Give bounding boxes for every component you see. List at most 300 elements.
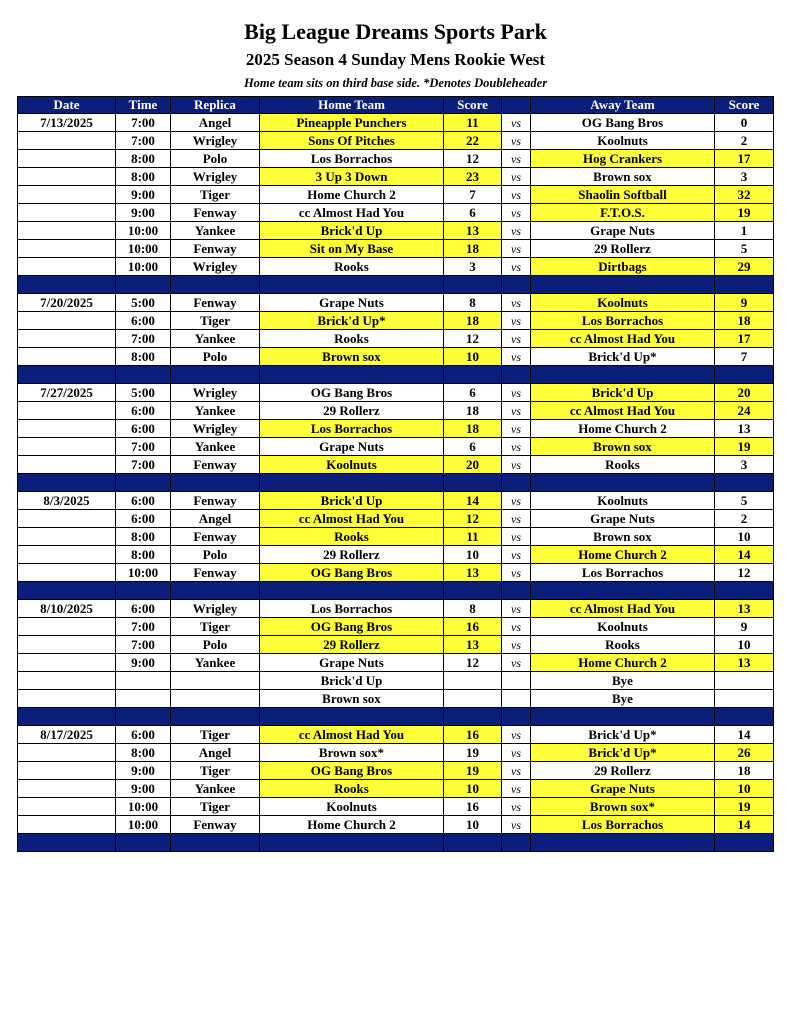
vs-label: vs	[502, 618, 531, 636]
replica-cell: Tiger	[171, 726, 260, 744]
away-score-cell: 7	[715, 348, 774, 366]
home-team-cell: OG Bang Bros	[260, 762, 444, 780]
away-score-cell	[715, 672, 774, 690]
replica-cell: Tiger	[171, 312, 260, 330]
game-row	[18, 510, 774, 528]
game-row	[18, 240, 774, 258]
date-cell	[18, 438, 116, 456]
date-cell	[18, 744, 116, 762]
game-row	[18, 762, 774, 780]
page-subtitle: 2025 Season 4 Sunday Mens Rookie West	[245, 50, 546, 69]
date-cell	[18, 132, 116, 150]
separator-cell	[502, 582, 531, 600]
vs-label: vs	[502, 114, 531, 132]
replica-cell: Yankee	[171, 222, 260, 240]
home-score-cell: 11	[444, 114, 502, 132]
home-team-cell: Brick'd Up	[260, 492, 444, 510]
home-team-cell: Rooks	[260, 528, 444, 546]
game-row	[18, 402, 774, 420]
date-cell	[18, 456, 116, 474]
separator-cell	[116, 582, 171, 600]
replica-cell: Tiger	[171, 798, 260, 816]
date-cell	[18, 798, 116, 816]
separator-cell	[502, 474, 531, 492]
replica-cell: Angel	[171, 114, 260, 132]
away-team-cell: Home Church 2	[531, 654, 715, 672]
home-score-cell: 13	[444, 564, 502, 582]
away-team-cell: Rooks	[531, 636, 715, 654]
time-cell: 7:00	[116, 114, 171, 132]
home-score-cell: 6	[444, 204, 502, 222]
col-header-away-team: Away Team	[531, 97, 715, 114]
vs-label: vs	[502, 528, 531, 546]
vs-label: vs	[502, 780, 531, 798]
vs-label: vs	[502, 816, 531, 834]
replica-cell: Yankee	[171, 654, 260, 672]
away-team-cell: Shaolin Softball	[531, 186, 715, 204]
home-score-cell: 10	[444, 816, 502, 834]
date-cell	[18, 222, 116, 240]
time-cell: 5:00	[116, 294, 171, 312]
separator-cell	[444, 708, 502, 726]
time-cell: 7:00	[116, 636, 171, 654]
home-team-cell: Home Church 2	[260, 186, 444, 204]
time-cell: 10:00	[116, 222, 171, 240]
replica-cell: Polo	[171, 348, 260, 366]
away-score-cell: 9	[715, 618, 774, 636]
home-score-cell: 23	[444, 168, 502, 186]
date-cell	[18, 762, 116, 780]
home-team-cell: Brick'd Up*	[260, 312, 444, 330]
away-score-cell: 14	[715, 816, 774, 834]
home-score-cell: 18	[444, 402, 502, 420]
time-cell: 8:00	[116, 744, 171, 762]
home-team-cell: 29 Rollerz	[260, 636, 444, 654]
vs-label	[502, 690, 531, 708]
date-cell	[18, 618, 116, 636]
date-cell	[18, 780, 116, 798]
date-cell	[18, 816, 116, 834]
separator-cell	[260, 834, 444, 852]
time-cell: 9:00	[116, 762, 171, 780]
home-score-cell: 16	[444, 726, 502, 744]
home-team-cell: Los Borrachos	[260, 150, 444, 168]
vs-label: vs	[502, 384, 531, 402]
col-header-home-team: Home Team	[260, 97, 444, 114]
home-team-cell: cc Almost Had You	[260, 204, 444, 222]
date-cell	[18, 402, 116, 420]
time-cell: 8:00	[116, 348, 171, 366]
time-cell: 8:00	[116, 528, 171, 546]
week-separator	[18, 366, 774, 384]
time-cell: 10:00	[116, 816, 171, 834]
away-score-cell: 18	[715, 312, 774, 330]
time-cell: 7:00	[116, 456, 171, 474]
separator-cell	[444, 474, 502, 492]
away-score-cell: 32	[715, 186, 774, 204]
vs-label: vs	[502, 438, 531, 456]
away-score-cell: 19	[715, 438, 774, 456]
game-row	[18, 204, 774, 222]
home-score-cell	[444, 672, 502, 690]
home-score-cell: 12	[444, 510, 502, 528]
away-score-cell: 13	[715, 600, 774, 618]
vs-label: vs	[502, 240, 531, 258]
vs-label: vs	[502, 330, 531, 348]
vs-label: vs	[502, 564, 531, 582]
away-score-cell: 24	[715, 402, 774, 420]
home-team-cell: Brown sox	[260, 348, 444, 366]
game-row	[18, 420, 774, 438]
date-cell	[18, 690, 116, 708]
separator-cell	[171, 276, 260, 294]
home-team-cell: Sons Of Pitches	[260, 132, 444, 150]
replica-cell: Yankee	[171, 438, 260, 456]
date-cell	[18, 510, 116, 528]
home-score-cell: 14	[444, 492, 502, 510]
vs-label: vs	[502, 186, 531, 204]
away-team-cell: Koolnuts	[531, 132, 715, 150]
separator-cell	[171, 366, 260, 384]
away-score-cell: 19	[715, 798, 774, 816]
replica-cell: Yankee	[171, 402, 260, 420]
week-separator	[18, 708, 774, 726]
away-score-cell: 20	[715, 384, 774, 402]
away-score-cell: 5	[715, 492, 774, 510]
separator-cell	[18, 834, 116, 852]
separator-cell	[502, 276, 531, 294]
replica-cell: Polo	[171, 636, 260, 654]
away-score-cell: 1	[715, 222, 774, 240]
date-cell	[18, 564, 116, 582]
away-score-cell: 5	[715, 240, 774, 258]
vs-label: vs	[502, 726, 531, 744]
separator-cell	[715, 276, 774, 294]
away-score-cell: 12	[715, 564, 774, 582]
separator-cell	[18, 474, 116, 492]
home-score-cell: 18	[444, 240, 502, 258]
home-score-cell: 8	[444, 600, 502, 618]
away-score-cell: 2	[715, 510, 774, 528]
away-score-cell	[715, 690, 774, 708]
separator-cell	[260, 582, 444, 600]
away-score-cell: 10	[715, 636, 774, 654]
replica-cell: Wrigley	[171, 132, 260, 150]
away-score-cell: 29	[715, 258, 774, 276]
home-team-cell: Grape Nuts	[260, 654, 444, 672]
away-team-cell: 29 Rollerz	[531, 240, 715, 258]
separator-cell	[116, 276, 171, 294]
week-separator	[18, 276, 774, 294]
away-team-cell: cc Almost Had You	[531, 402, 715, 420]
game-row	[18, 672, 774, 690]
away-team-cell: Brick'd Up*	[531, 726, 715, 744]
home-score-cell: 22	[444, 132, 502, 150]
separator-cell	[444, 276, 502, 294]
away-team-cell: Grape Nuts	[531, 780, 715, 798]
date-cell: 8/10/2025	[18, 600, 116, 618]
separator-cell	[444, 582, 502, 600]
vs-label: vs	[502, 402, 531, 420]
vs-label: vs	[502, 348, 531, 366]
replica-cell: Fenway	[171, 456, 260, 474]
replica-cell: Wrigley	[171, 258, 260, 276]
separator-cell	[18, 582, 116, 600]
home-score-cell: 19	[444, 762, 502, 780]
vs-label: vs	[502, 762, 531, 780]
game-row	[18, 780, 774, 798]
home-score-cell: 11	[444, 528, 502, 546]
home-score-cell: 16	[444, 798, 502, 816]
vs-label: vs	[502, 654, 531, 672]
home-score-cell: 19	[444, 744, 502, 762]
away-team-cell: OG Bang Bros	[531, 114, 715, 132]
away-score-cell: 3	[715, 168, 774, 186]
time-cell: 6:00	[116, 492, 171, 510]
away-team-cell: Brick'd Up*	[531, 348, 715, 366]
home-team-cell: Brown sox	[260, 690, 444, 708]
replica-cell: Tiger	[171, 618, 260, 636]
col-header-vs	[502, 97, 531, 114]
date-cell	[18, 204, 116, 222]
home-team-cell: Koolnuts	[260, 456, 444, 474]
away-team-cell: Brown sox*	[531, 798, 715, 816]
away-team-cell: Los Borrachos	[531, 312, 715, 330]
date-cell	[18, 186, 116, 204]
replica-cell: Fenway	[171, 204, 260, 222]
separator-cell	[171, 834, 260, 852]
home-team-cell: Rooks	[260, 258, 444, 276]
time-cell: 9:00	[116, 204, 171, 222]
game-row	[18, 726, 774, 744]
vs-label: vs	[502, 636, 531, 654]
replica-cell: Polo	[171, 150, 260, 168]
vs-label: vs	[502, 222, 531, 240]
date-cell: 7/27/2025	[18, 384, 116, 402]
vs-label	[502, 672, 531, 690]
away-team-cell: Dirtbags	[531, 258, 715, 276]
separator-cell	[260, 474, 444, 492]
game-row	[18, 690, 774, 708]
separator-cell	[715, 834, 774, 852]
col-header-date: Date	[18, 97, 116, 114]
schedule-table	[17, 96, 774, 852]
home-team-cell: OG Bang Bros	[260, 384, 444, 402]
home-score-cell: 10	[444, 546, 502, 564]
time-cell: 8:00	[116, 150, 171, 168]
away-score-cell: 3	[715, 456, 774, 474]
replica-cell: Fenway	[171, 240, 260, 258]
date-cell: 7/13/2025	[18, 114, 116, 132]
replica-cell: Wrigley	[171, 600, 260, 618]
vs-label: vs	[502, 132, 531, 150]
away-team-cell: F.T.O.S.	[531, 204, 715, 222]
away-score-cell: 9	[715, 294, 774, 312]
date-cell	[18, 672, 116, 690]
date-cell: 7/20/2025	[18, 294, 116, 312]
time-cell: 6:00	[116, 510, 171, 528]
away-score-cell: 17	[715, 330, 774, 348]
away-score-cell: 0	[715, 114, 774, 132]
separator-cell	[116, 708, 171, 726]
replica-cell: Polo	[171, 546, 260, 564]
replica-cell: Yankee	[171, 780, 260, 798]
game-row	[18, 798, 774, 816]
col-header-home-score: Score	[444, 97, 502, 114]
game-row	[18, 384, 774, 402]
vs-label: vs	[502, 312, 531, 330]
home-score-cell: 10	[444, 348, 502, 366]
separator-cell	[171, 708, 260, 726]
time-cell: 9:00	[116, 186, 171, 204]
replica-cell: Angel	[171, 744, 260, 762]
away-team-cell: Brown sox	[531, 528, 715, 546]
time-cell: 9:00	[116, 780, 171, 798]
separator-cell	[531, 582, 715, 600]
vs-label: vs	[502, 150, 531, 168]
separator-cell	[531, 474, 715, 492]
time-cell: 9:00	[116, 654, 171, 672]
time-cell	[116, 672, 171, 690]
home-score-cell: 6	[444, 384, 502, 402]
time-cell	[116, 690, 171, 708]
game-row	[18, 294, 774, 312]
replica-cell: Wrigley	[171, 168, 260, 186]
away-team-cell: Brown sox	[531, 438, 715, 456]
game-row	[18, 618, 774, 636]
separator-cell	[715, 366, 774, 384]
replica-cell: Fenway	[171, 564, 260, 582]
replica-cell: Angel	[171, 510, 260, 528]
away-team-cell: Grape Nuts	[531, 222, 715, 240]
col-header-replica: Replica	[171, 97, 260, 114]
home-score-cell: 8	[444, 294, 502, 312]
vs-label: vs	[502, 258, 531, 276]
away-team-cell: Brown sox	[531, 168, 715, 186]
page-note: Home team sits on third base side. *Denotes Doubleheader	[243, 76, 548, 90]
game-row	[18, 222, 774, 240]
away-team-cell: Koolnuts	[531, 492, 715, 510]
game-row	[18, 744, 774, 762]
time-cell: 7:00	[116, 438, 171, 456]
home-score-cell: 12	[444, 150, 502, 168]
separator-cell	[171, 474, 260, 492]
time-cell: 6:00	[116, 402, 171, 420]
away-team-cell: Brick'd Up	[531, 384, 715, 402]
separator-cell	[444, 834, 502, 852]
vs-label: vs	[502, 492, 531, 510]
game-row	[18, 114, 774, 132]
game-row	[18, 636, 774, 654]
game-row	[18, 816, 774, 834]
replica-cell: Wrigley	[171, 384, 260, 402]
home-team-cell: Los Borrachos	[260, 420, 444, 438]
week-separator	[18, 474, 774, 492]
away-score-cell: 13	[715, 420, 774, 438]
date-cell	[18, 654, 116, 672]
date-cell	[18, 528, 116, 546]
separator-cell	[715, 474, 774, 492]
game-row	[18, 438, 774, 456]
away-team-cell: Hog Crankers	[531, 150, 715, 168]
home-team-cell: Pineapple Punchers	[260, 114, 444, 132]
home-score-cell: 18	[444, 420, 502, 438]
date-cell: 8/17/2025	[18, 726, 116, 744]
page-title: Big League Dreams Sports Park	[244, 19, 547, 44]
game-row	[18, 186, 774, 204]
separator-cell	[531, 834, 715, 852]
vs-label: vs	[502, 546, 531, 564]
vs-label: vs	[502, 456, 531, 474]
separator-cell	[116, 834, 171, 852]
home-score-cell: 13	[444, 636, 502, 654]
time-cell: 8:00	[116, 546, 171, 564]
home-score-cell: 7	[444, 186, 502, 204]
game-row	[18, 258, 774, 276]
date-cell	[18, 258, 116, 276]
game-row	[18, 150, 774, 168]
separator-cell	[260, 366, 444, 384]
game-row	[18, 330, 774, 348]
date-cell	[18, 348, 116, 366]
header-row	[18, 97, 774, 114]
vs-label: vs	[502, 600, 531, 618]
away-team-cell: Bye	[531, 690, 715, 708]
game-row	[18, 564, 774, 582]
away-team-cell: Los Borrachos	[531, 816, 715, 834]
time-cell: 6:00	[116, 312, 171, 330]
time-cell: 7:00	[116, 330, 171, 348]
replica-cell: Fenway	[171, 816, 260, 834]
game-row	[18, 528, 774, 546]
home-score-cell: 13	[444, 222, 502, 240]
separator-cell	[260, 276, 444, 294]
date-cell	[18, 150, 116, 168]
separator-cell	[531, 708, 715, 726]
game-row	[18, 168, 774, 186]
away-team-cell: Brick'd Up*	[531, 744, 715, 762]
week-separator	[18, 582, 774, 600]
home-score-cell: 20	[444, 456, 502, 474]
home-team-cell: 3 Up 3 Down	[260, 168, 444, 186]
replica-cell: Tiger	[171, 186, 260, 204]
date-cell: 8/3/2025	[18, 492, 116, 510]
separator-cell	[18, 708, 116, 726]
week-separator	[18, 834, 774, 852]
time-cell: 5:00	[116, 384, 171, 402]
home-score-cell	[444, 690, 502, 708]
game-row	[18, 492, 774, 510]
replica-cell: Tiger	[171, 762, 260, 780]
away-score-cell: 14	[715, 546, 774, 564]
home-score-cell: 16	[444, 618, 502, 636]
away-score-cell: 2	[715, 132, 774, 150]
away-team-cell: cc Almost Had You	[531, 330, 715, 348]
separator-cell	[502, 366, 531, 384]
time-cell: 7:00	[116, 618, 171, 636]
home-team-cell: Los Borrachos	[260, 600, 444, 618]
time-cell: 8:00	[116, 168, 171, 186]
away-score-cell: 13	[715, 654, 774, 672]
away-team-cell: Rooks	[531, 456, 715, 474]
replica-cell	[171, 672, 260, 690]
game-row	[18, 600, 774, 618]
separator-cell	[502, 834, 531, 852]
replica-cell: Fenway	[171, 492, 260, 510]
home-score-cell: 10	[444, 780, 502, 798]
home-score-cell: 3	[444, 258, 502, 276]
game-row	[18, 348, 774, 366]
